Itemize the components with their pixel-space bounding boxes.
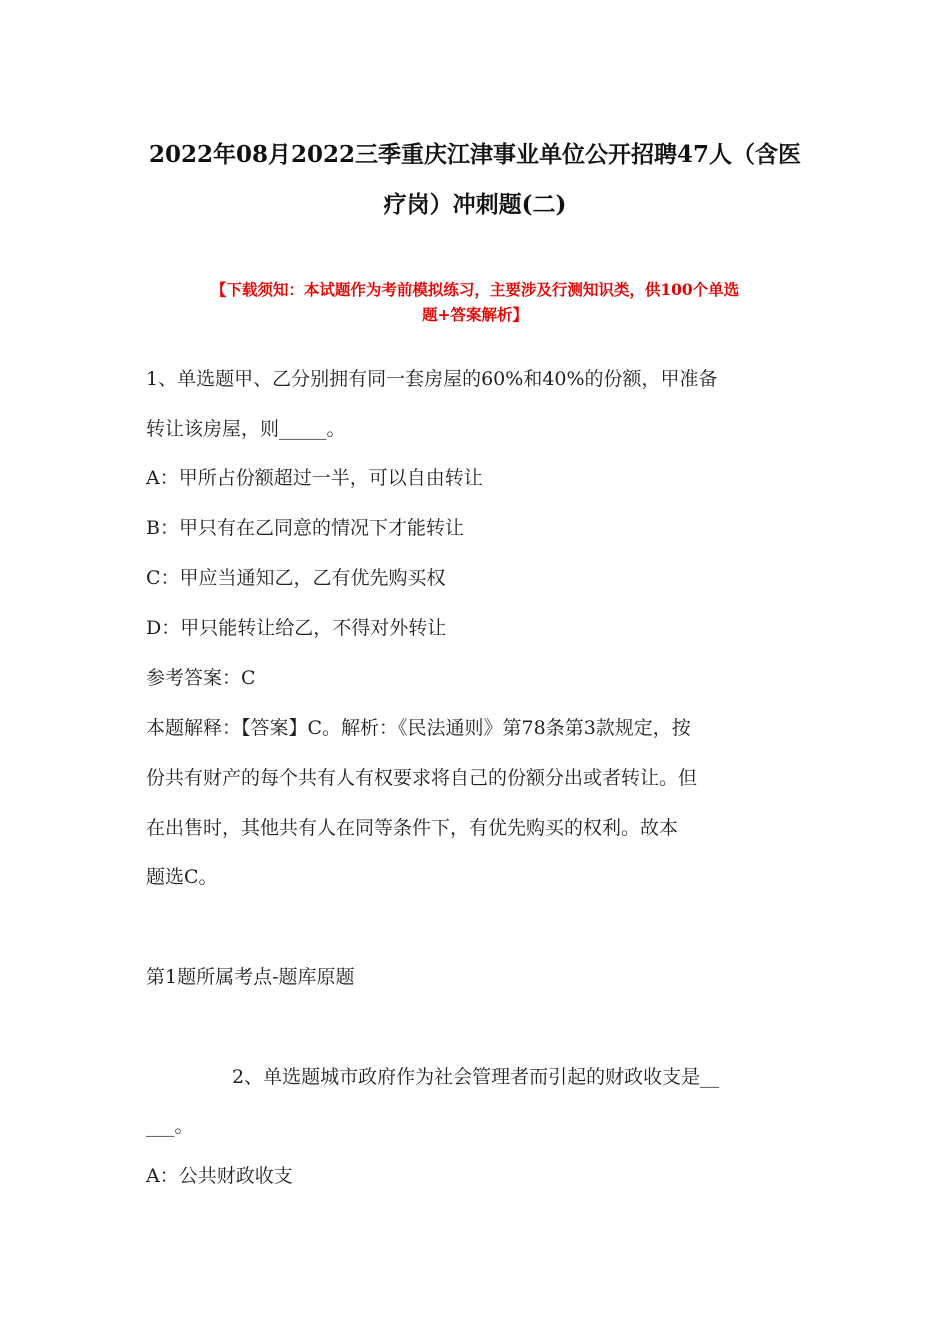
download-notice-line-2: 题+答案解析】 <box>422 305 528 324</box>
q1-topic: 第1题所属考点-题库原题 <box>146 966 355 988</box>
q1-option-b: B：甲只有在乙同意的情况下才能转让 <box>146 517 464 539</box>
download-notice-line-1: 【下载须知：本试题作为考前模拟练习，主要涉及行测知识类，供100个单选 <box>210 280 740 299</box>
q1-option-d: D：甲只能转让给乙，不得对外转让 <box>146 617 447 639</box>
q1-explanation-line-3: 在出售时，其他共有人在同等条件下，有优先购买的权利。故本 <box>146 817 679 839</box>
q1-explanation-line-1: 本题解释：【答案】C。解析：《民法通则》第78条第3款规定，按 <box>146 717 691 739</box>
q1-explanation-line-4: 题选C。 <box>146 866 218 888</box>
page-title-line-2: 疗岗）冲刺题(二) <box>383 191 567 218</box>
page-title-line-1: 2022年08月2022三季重庆江津事业单位公开招聘47人（含医 <box>148 141 802 168</box>
q2-option-a: A：公共财政收支 <box>146 1165 293 1187</box>
q1-stem-line-2: 转让该房屋，则_____。 <box>146 418 346 440</box>
q1-option-c: C：甲应当通知乙，乙有优先购买权 <box>146 567 446 589</box>
q2-stem-line-1: 2、单选题城市政府作为社会管理者而引起的财政收支是__ <box>232 1066 720 1088</box>
q2-stem-line-2: ___。 <box>146 1115 194 1137</box>
q1-stem-line-1: 1、单选题甲、乙分别拥有同一套房屋的60%和40%的份额，甲准备 <box>146 368 718 390</box>
q1-answer: 参考答案：C <box>146 667 256 689</box>
q1-explanation-line-2: 份共有财产的每个共有人有权要求将自己的份额分出或者转让。但 <box>146 767 698 789</box>
q1-option-a: A：甲所占份额超过一半，可以自由转让 <box>146 467 483 489</box>
